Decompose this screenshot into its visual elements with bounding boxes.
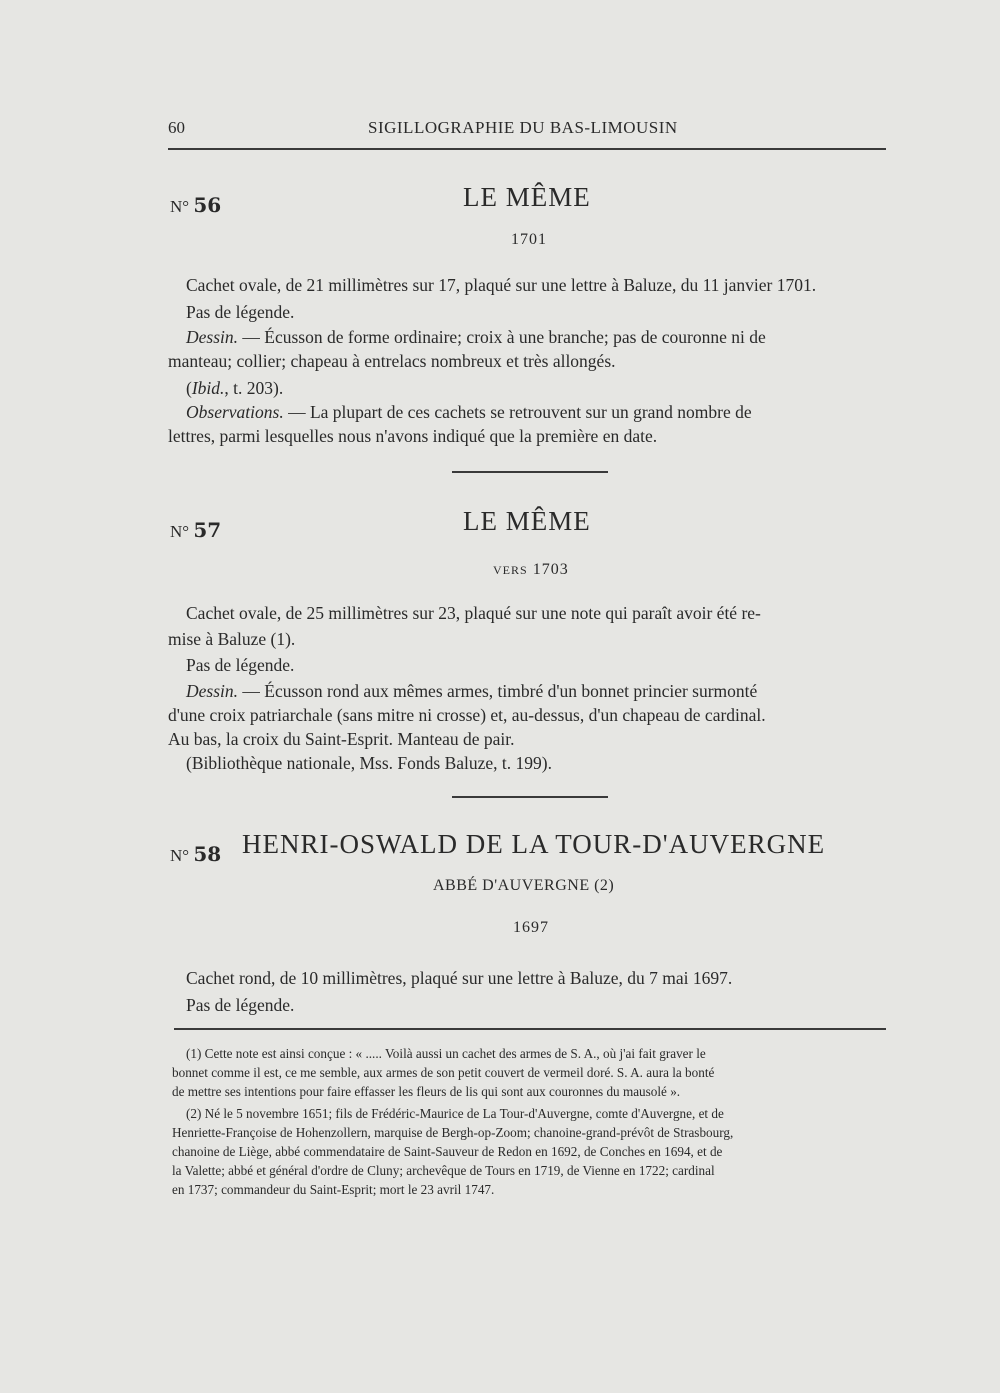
section-divider bbox=[452, 471, 608, 473]
entry-line: mise à Baluze (1). bbox=[168, 629, 296, 649]
footnote-line: de mettre ses intentions pour faire effasser les fleurs de lis qui sont aux couronnes du mausolé ». bbox=[172, 1084, 681, 1099]
entry-line bbox=[186, 376, 283, 400]
entry-date-value: 1703 bbox=[532, 561, 569, 578]
entry-line-text: , t. 203). bbox=[224, 378, 284, 398]
footnote-line: (2) Né le 5 novembre 1651; fils de Frédéric-Maurice de La Tour-d'Auvergne, comte d'Auvergne, et de bbox=[186, 1106, 724, 1121]
entry-line: Cachet rond, de 10 millimètres, plaqué sur une lettre à Baluze, du 7 mai 1697. bbox=[186, 968, 733, 988]
entry-number-prefix: N° bbox=[170, 197, 190, 216]
entry-line-text: — Écusson de forme ordinaire; croix à une branche; pas de couronne ni de bbox=[242, 327, 766, 347]
entry-title: LE MÊME bbox=[463, 182, 591, 212]
footnote-line: la Valette; abbé et général d'ordre de Cluny; archevêque de Tours en 1719, de Vienne en 1722; cardinal bbox=[172, 1163, 715, 1178]
footnote-line: (1) Cette note est ainsi conçue : « ..... Voilà aussi un cachet des armes de S. A., où j'ai fait graver le bbox=[186, 1046, 706, 1061]
entry-subtitle: ABBÉ D'AUVERGNE (2) bbox=[433, 877, 615, 894]
entry-title: HENRI-OSWALD DE LA TOUR-D'AUVERGNE bbox=[242, 829, 826, 859]
entry-date-prefix: VERS bbox=[493, 563, 528, 577]
entry-line: Pas de légende. bbox=[186, 995, 295, 1015]
entry-line: (Bibliothèque nationale, Mss. Fonds Baluze, t. 199). bbox=[186, 753, 552, 773]
entry-number bbox=[170, 193, 221, 217]
entry-date: 1697 bbox=[513, 919, 549, 936]
ibid-label: Ibid. bbox=[191, 378, 225, 398]
entry-line: Cachet ovale, de 25 millimètres sur 23, plaqué sur une note qui paraît avoir été re- bbox=[186, 603, 761, 623]
entry-number-value: 57 bbox=[193, 518, 222, 542]
entry-line: Cachet ovale, de 21 millimètres sur 17, plaqué sur une lettre à Baluze, du 11 janvier 1701. bbox=[186, 275, 817, 295]
entry-line bbox=[186, 325, 766, 349]
entry-number bbox=[170, 842, 221, 866]
entry-line bbox=[186, 679, 757, 703]
entry-line: d'une croix patriarchale (sans mitre ni crosse) et, au-dessus, d'un chapeau de cardinal. bbox=[168, 705, 766, 725]
entry-line bbox=[186, 400, 752, 424]
running-title: SIGILLOGRAPHIE DU BAS-LIMOUSIN bbox=[368, 118, 678, 137]
entry-number-prefix: N° bbox=[170, 522, 190, 541]
entry-date bbox=[493, 561, 569, 579]
footnote-line: bonnet comme il est, ce me semble, aux armes de son petit couvert de vermeil doré. S. A. aura la bonté bbox=[172, 1065, 715, 1080]
entry-number-prefix: N° bbox=[170, 846, 190, 865]
footnote-line: Henriette-Françoise de Hohenzollern, marquise de Bergh-op-Zoom; chanoine-grand-prévôt de Strasbourg, bbox=[172, 1125, 734, 1140]
entry-line: Pas de légende. bbox=[186, 302, 295, 322]
footnote-rule bbox=[174, 1028, 886, 1030]
section-divider bbox=[452, 796, 608, 798]
footnote-line: en 1737; commandeur du Saint-Esprit; mort le 23 avril 1747. bbox=[172, 1182, 495, 1197]
entry-number bbox=[170, 518, 221, 542]
entry-line: Pas de légende. bbox=[186, 655, 295, 675]
page-number: 60 bbox=[168, 118, 185, 137]
entry-line-text: — Écusson rond aux mêmes armes, timbré d'un bonnet princier surmonté bbox=[242, 681, 758, 701]
footnote-line: chanoine de Liège, abbé commendataire de Saint-Sauveur de Redon en 1692, de Conches en 1694, et de bbox=[172, 1144, 723, 1159]
entry-number-value: 58 bbox=[193, 842, 222, 866]
entry-line: Au bas, la croix du Saint-Esprit. Manteau de pair. bbox=[168, 729, 515, 749]
entry-line: lettres, parmi lesquelles nous n'avons indiqué que la première en date. bbox=[168, 426, 658, 446]
entry-date: 1701 bbox=[511, 231, 547, 248]
dessin-label: Dessin. bbox=[186, 681, 239, 701]
observations-label: Observations. bbox=[186, 402, 284, 422]
entry-number-value: 56 bbox=[193, 193, 222, 217]
dessin-label: Dessin. bbox=[186, 327, 239, 347]
entry-title: LE MÊME bbox=[463, 506, 591, 536]
entry-line-text: — La plupart de ces cachets se retrouvent sur un grand nombre de bbox=[288, 402, 752, 422]
header-rule bbox=[168, 148, 886, 150]
ibid-open: ( bbox=[186, 378, 192, 398]
entry-line: manteau; collier; chapeau à entrelacs nombreux et très allongés. bbox=[168, 351, 616, 371]
